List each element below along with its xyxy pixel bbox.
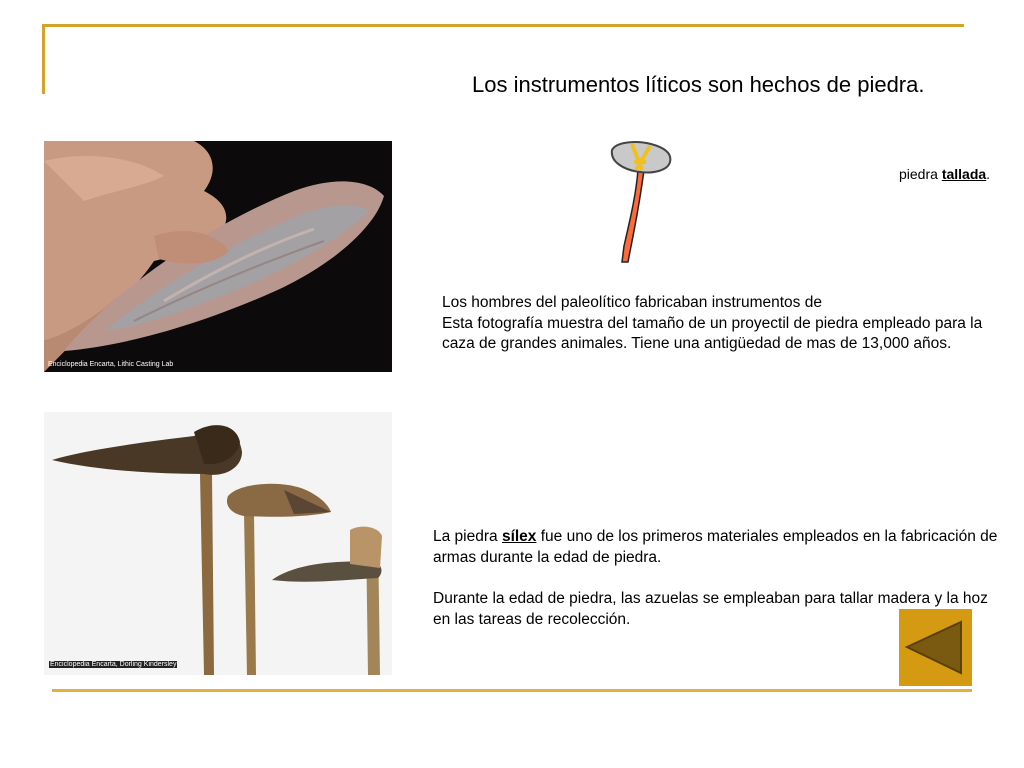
slide-title: Los instrumentos líticos son hechos de piedra. — [472, 72, 925, 97]
left-rule — [42, 24, 45, 94]
silex-before: La piedra — [433, 528, 502, 545]
tallada-label — [899, 166, 990, 182]
tallada-label-end: . — [986, 166, 991, 182]
projectile-point-photo — [44, 141, 392, 372]
back-triangle-icon — [899, 609, 972, 686]
photo-caption-top: Enciclopedia Encarta, Lithic Casting Lab — [48, 361, 174, 368]
paragraph-projectile-line1: Los hombres del paleolítico fabricaban instrumentos de — [442, 294, 822, 311]
stone-axe-icon — [606, 140, 676, 266]
top-rule — [42, 24, 964, 27]
paragraph-projectile-body: Esta fotografía muestra del tamaño de un proyectil de piedra empleado para la caza de grandes animales. Tiene una antigüedad de mas de 13,000 años. — [442, 314, 983, 352]
paragraph-silex — [433, 527, 998, 568]
paragraph-azuelas-text: Durante la edad de piedra, las azuelas se empleaban para tallar madera y la hoz en las tareas de recolección. — [433, 590, 988, 628]
paragraph-silex-text — [433, 527, 998, 568]
stone-axes-photo — [44, 412, 392, 675]
back-button[interactable] — [899, 609, 972, 686]
tallada-label-word: piedra — [899, 166, 938, 182]
tallada-link[interactable]: tallada — [941, 166, 987, 182]
paragraph-projectile — [442, 293, 998, 355]
bottom-rule — [52, 689, 972, 692]
silex-after: fue uno de los primeros materiales empleados en la fabricación de armas durante la edad de piedra. — [433, 528, 998, 566]
silex-link[interactable]: sílex — [501, 528, 537, 545]
photo-caption-bottom: Enciclopedia Encarta, Dorling Kindersley — [50, 661, 177, 668]
